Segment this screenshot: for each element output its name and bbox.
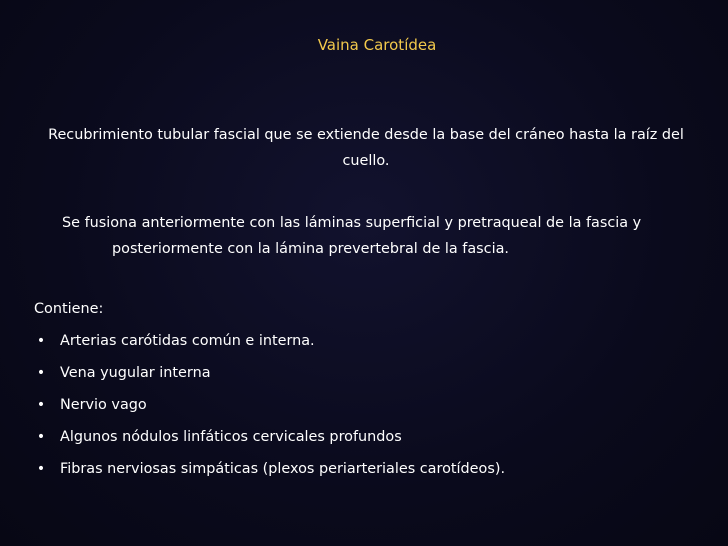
list-item-text: Algunos nódulos linfáticos cervicales profundos: [60, 429, 402, 445]
slide-title: Vaina Carotídea: [317, 36, 437, 54]
bullet-icon: •: [36, 397, 46, 413]
bullet-icon: •: [36, 461, 46, 477]
list-item: [34, 392, 704, 418]
contents-label: Contiene:: [34, 301, 104, 317]
list-item: [34, 456, 704, 482]
definition-paragraph: Recubrimiento tubular fascial que se extiende desde la base del cráneo hasta la raíz del cuello.: [48, 127, 684, 169]
bullet-icon: •: [36, 429, 46, 445]
bullet-icon: •: [36, 365, 46, 381]
list-item: [34, 328, 704, 354]
list-item-text: Vena yugular interna: [60, 365, 211, 381]
contents-section: [34, 296, 704, 488]
bullet-icon: •: [36, 333, 46, 349]
list-item-text: Fibras nerviosas simpáticas (plexos periarteriales carotídeos).: [60, 461, 506, 477]
list-item: [34, 360, 704, 386]
list-item: [34, 424, 704, 450]
contents-list: [34, 328, 704, 482]
list-item-text: Nervio vago: [60, 397, 147, 413]
list-item-text: Arterias carótidas común e interna.: [60, 333, 315, 349]
fusion-paragraph: Se fusiona anteriormente con las láminas superficial y pretraqueal de la fascia y posteriormente con la lámina prevertebral de la fascia.: [62, 215, 642, 257]
